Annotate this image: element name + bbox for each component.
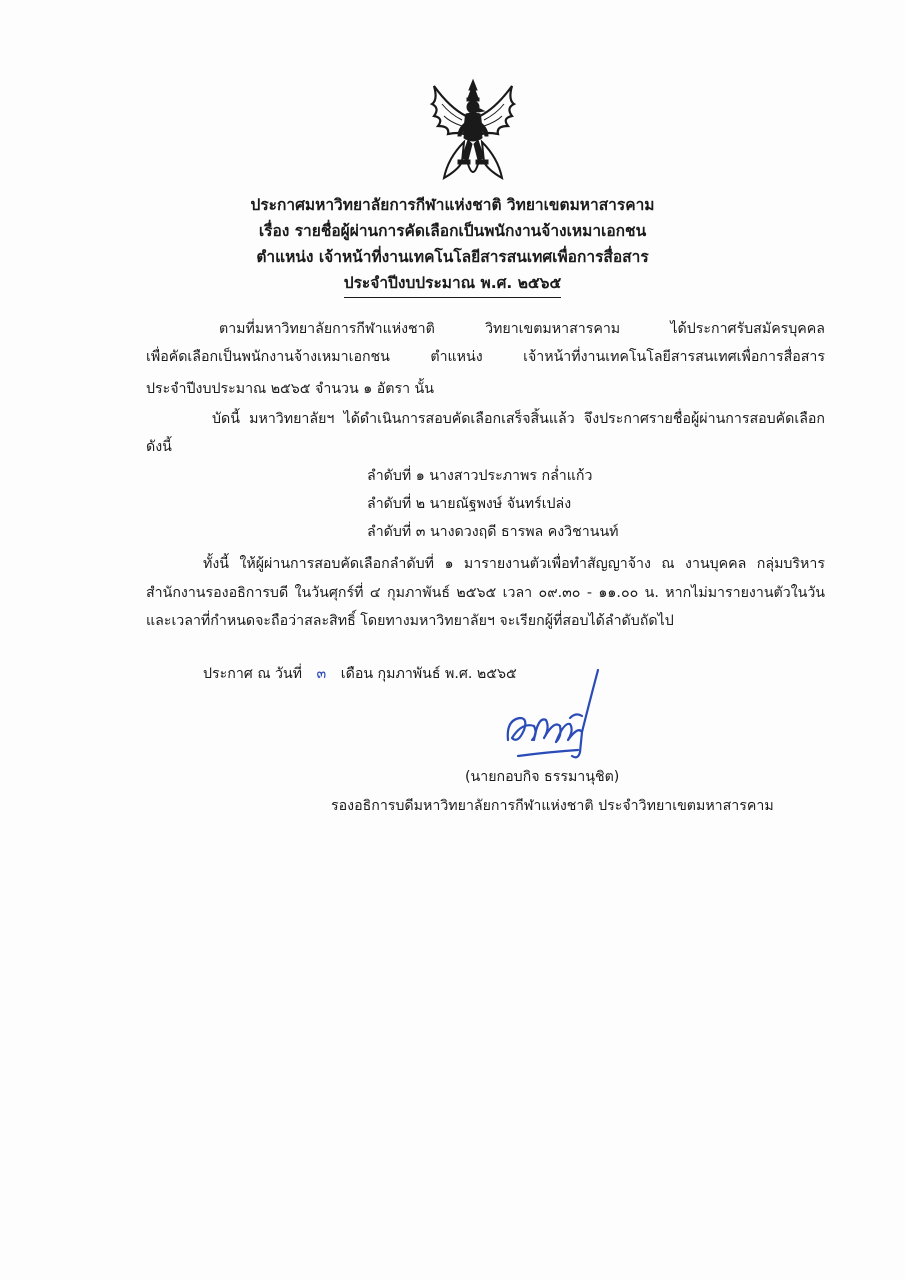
garuda-emblem-icon <box>428 78 518 183</box>
candidate-item: ลำดับที่ ๓ นางดวงฤดี ธารพล คงวิชานนท์ <box>367 524 619 540</box>
date-suffix: เดือน กุมภาพันธ์ พ.ศ. ๒๕๖๕ <box>340 666 517 682</box>
paragraph-3-line-3: และเวลาที่กำหนดจะถือว่าสละสิทธิ์ โดยทางมหาวิทยาลัยฯ จะเรียกผู้ที่สอบได้ลำดับถัดไป <box>146 613 674 629</box>
paragraph-2-line-2: ดังนี้ <box>146 439 172 455</box>
paragraph-1-line-1: ตามที่มหาวิทยาลัยการกีฬาแห่งชาติ วิทยาเขตมหาสารคาม ได้ประกาศรับสมัครบุคคล <box>219 321 825 337</box>
paragraph-3-line-2: สำนักงานรองอธิการบดี ในวันศุกร์ที่ ๔ กุมภาพันธ์ ๒๕๖๕ เวลา ๐๙.๓๐ - ๑๑.๐๐ น. หากไม่มารายงานตัวในวัน <box>146 585 825 601</box>
paragraph-3-line-1: ทั้งนี้ ให้ผู้ผ่านการสอบคัดเลือกลำดับที่ ๑ มารายงานตัวเพื่อทำสัญญาจ้าง ณ งานบุคคล กลุ่มบริหาร <box>203 556 825 572</box>
announcement-position: ตำแหน่ง เจ้าหน้าที่งานเทคโนโลยีสารสนเทศเพื่อการสื่อสาร <box>256 248 649 266</box>
announcement-title: ประกาศมหาวิทยาลัยการกีฬาแห่งชาติ วิทยาเขตมหาสารคาม <box>250 196 655 214</box>
paragraph-1-line-3: ประจำปีงบประมาณ ๒๕๖๕ จำนวน ๑ อัตรา นั้น <box>146 381 434 397</box>
signatory-title: รองอธิการบดีมหาวิทยาลัยการกีฬาแห่งชาติ ประจำวิทยาเขตมหาสารคาม <box>331 798 774 814</box>
date-day: ๓ <box>316 666 327 682</box>
fiscal-year-text: ประจำปีงบประมาณ พ.ศ. ๒๕๖๕ <box>344 272 561 298</box>
signatory-name: (นายกอบกิจ ธรรมานุชิต) <box>465 769 620 785</box>
paragraph-2-line-1: บัดนี้ มหาวิทยาลัยฯ ได้ดำเนินการสอบคัดเลือกเสร็จสิ้นแล้ว จึงประกาศรายชื่อผู้ผ่านการสอบคัดเลือก <box>212 411 825 427</box>
candidate-item: ลำดับที่ ๒ นายณัฐพงษ์ จันทร์เปล่ง <box>367 496 572 512</box>
candidate-item: ลำดับที่ ๑ นางสาวประภาพร กล่ำแก้ว <box>367 468 593 484</box>
announcement-date <box>203 663 517 685</box>
announcement-fiscal-year <box>0 272 905 298</box>
handwritten-signature <box>498 660 613 770</box>
announcement-subject: เรื่อง รายชื่อผู้ผ่านการคัดเลือกเป็นพนักงานจ้างเหมาเอกชน <box>258 222 647 240</box>
date-prefix: ประกาศ ณ วันที่ <box>203 666 303 682</box>
paragraph-1-line-2: เพื่อคัดเลือกเป็นพนักงานจ้างเหมาเอกชน ตำแหน่ง เจ้าหน้าที่งานเทคโนโลยีสารสนเทศเพื่อการสื่อสาร <box>146 349 825 365</box>
